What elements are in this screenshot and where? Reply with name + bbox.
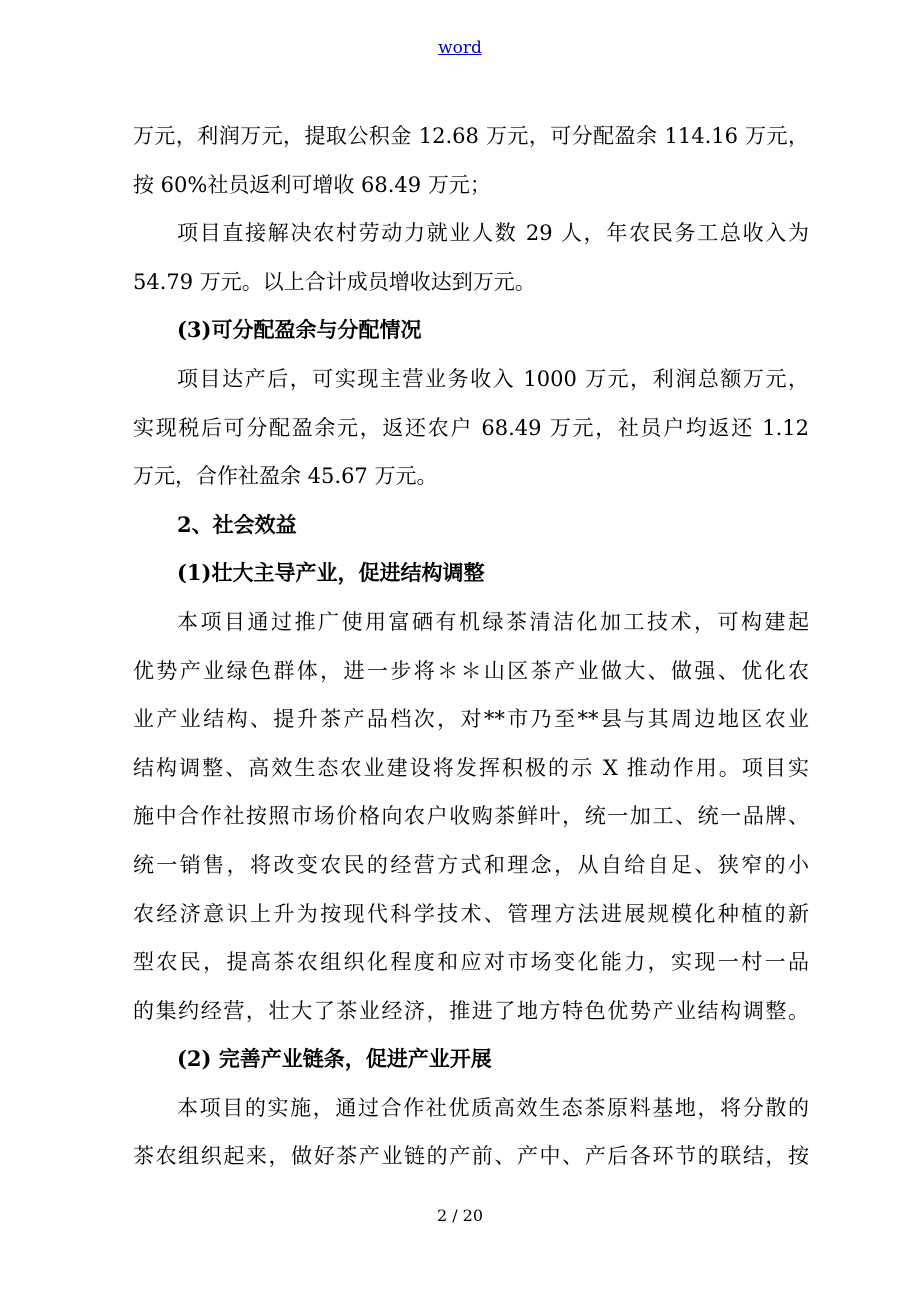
section-heading: (2) 完善产业链条，促进产业开展 xyxy=(177,1046,492,1072)
text-line: 优势产业绿色群体，进一步将＊＊山区茶产业做大、做强、优化农 xyxy=(133,658,809,683)
text-line: 按 60%社员返利可增收 68.49 万元； xyxy=(133,172,491,197)
text-line: 结构调整、高效生态农业建设将发挥积极的示 X 推动作用。项目实 xyxy=(133,755,809,780)
section-heading: (1)壮大主导产业，促进结构调整 xyxy=(177,560,485,586)
text-line: 统一销售，将改变农民的经营方式和理念，从自给自足、狭窄的小 xyxy=(133,852,809,877)
text-line: 本项目通过推广使用富硒有机绿茶清洁化加工技术，可构建起 xyxy=(177,609,809,634)
text-line: 万元，合作社盈余 45.67 万元。 xyxy=(133,464,438,489)
text-line: 型农民，提高茶农组织化程度和应对市场变化能力，实现一村一品 xyxy=(133,950,809,975)
text-line: 本项目的实施，通过合作社优质高效生态茶原料基地，将分散的 xyxy=(177,1095,809,1120)
text-line: 54.79 万元。以上合计成员增收达到万元。 xyxy=(133,269,536,294)
header-word-link[interactable]: word xyxy=(438,38,482,58)
text-line: 实现税后可分配盈余元，返还农户 68.49 万元，社员户均返还 1.12 xyxy=(133,415,809,440)
document-body xyxy=(133,112,809,1181)
text-line: 的集约经营，壮大了茶业经济，推进了地方特色优势产业结构调整。 xyxy=(133,998,809,1023)
text-line: 万元，利润万元，提取公积金 12.68 万元，可分配盈余 114.16 万元， xyxy=(133,124,809,148)
section-heading: (3)可分配盈余与分配情况 xyxy=(177,317,422,343)
text-line: 施中合作社按照市场价格向农户收购茶鲜叶，统一加工、统一品牌、 xyxy=(133,804,809,829)
text-line: 农经济意识上升为按现代科学技术、管理方法进展规模化种植的新 xyxy=(133,901,809,926)
section-heading: 2、社会效益 xyxy=(177,511,297,537)
text-line: 业产业结构、提升茶产品档次，对**市乃至**县与其周边地区农业 xyxy=(133,707,809,732)
text-line: 项目直接解决农村劳动力就业人数 29 人，年农民务工总收入为 xyxy=(177,221,809,246)
text-line: 项目达产后，可实现主营业务收入 1000 万元，利润总额万元， xyxy=(177,366,809,391)
page-number: 2 / 20 xyxy=(436,1206,484,1225)
text-line: 茶农组织起来，做好茶产业链的产前、产中、产后各环节的联结，按 xyxy=(133,1144,809,1169)
